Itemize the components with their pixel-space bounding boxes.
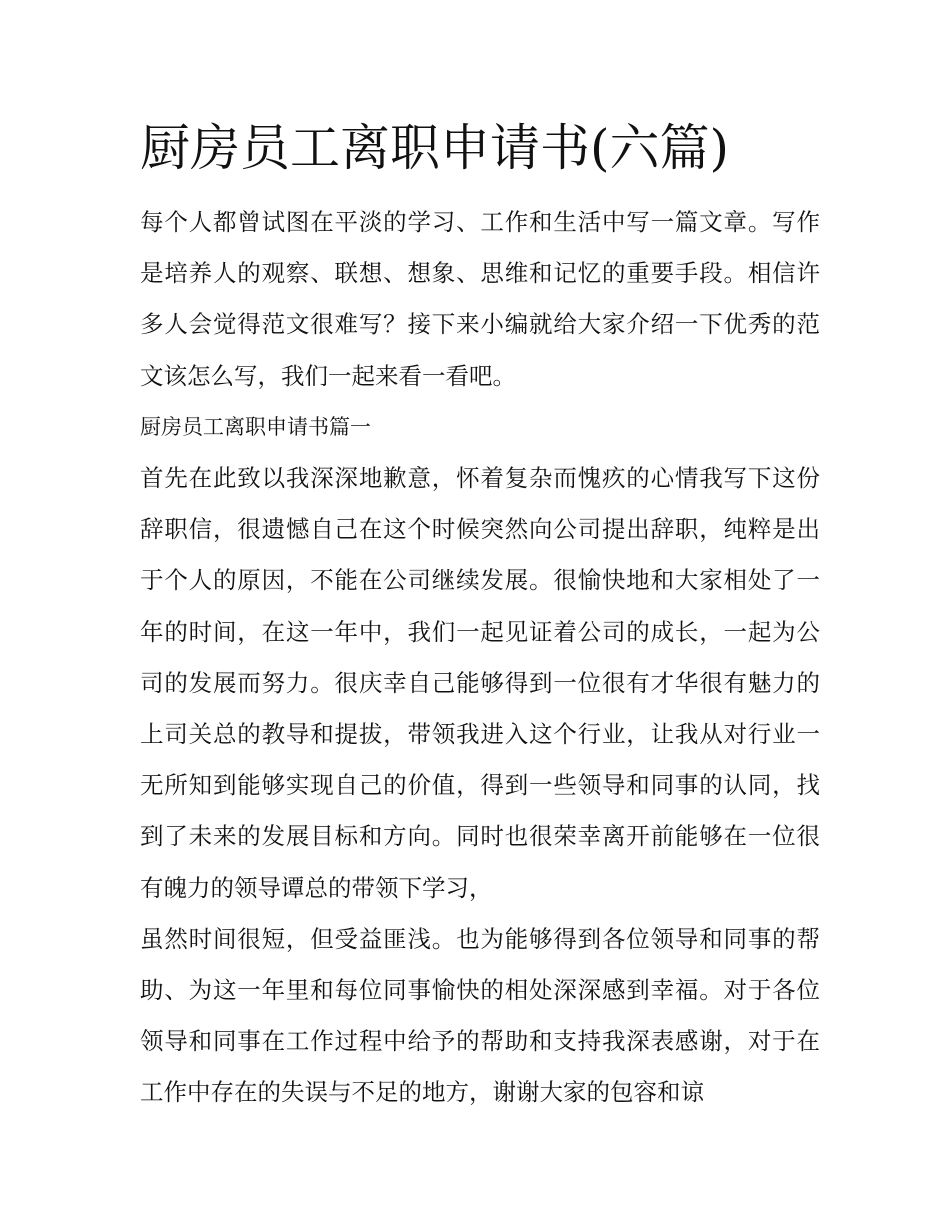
section-heading: 厨房员工离职申请书篇一 [140, 414, 371, 439]
body-paragraph-1: 首先在此致以我深深地歉意，怀着复杂而愧疚的心情我写下这份辞职信，很遗憾自己在这个时候突然向公司提出辞职，纯粹是出于个人的原因，不能在公司继续发展。很愉快地和大家相处了一年的时间，在这一年中，我们一起见证着公司的成长，一起为公司的发展而努力。很庆幸自己能够得到一位很有才华很有魅力的上司关总的教导和提拔，带领我进入这个行业，让我从对行业一无所知到能够实现自己的价值，得到一些领导和同事的认同，找到了未来的发展目标和方向。同时也很荣幸离开前能够在一位很有魄力的领导谭总的带领下学习， [140, 464, 820, 902]
document-body [140, 197, 820, 1119]
intro-paragraph: 每个人都曾试图在平淡的学习、工作和生活中写一篇文章。写作是培养人的观察、联想、想象、思维和记忆的重要手段。相信许多人会觉得范文很难写？接下来小编就给大家介绍一下优秀的范文该怎么写，我们一起来看一看吧。 [140, 208, 820, 390]
document-title: 厨房员工离职申请书(六篇) [140, 119, 730, 177]
body-paragraph-2: 虽然时间很短，但受益匪浅。也为能够得到各位领导和同事的帮助、为这一年里和每位同事愉快的相处深深感到幸福。对于各位领导和同事在工作过程中给予的帮助和支持我深表感谢，对于在工作中存在的失误与不足的地方，谢谢大家的包容和谅 [140, 924, 820, 1107]
